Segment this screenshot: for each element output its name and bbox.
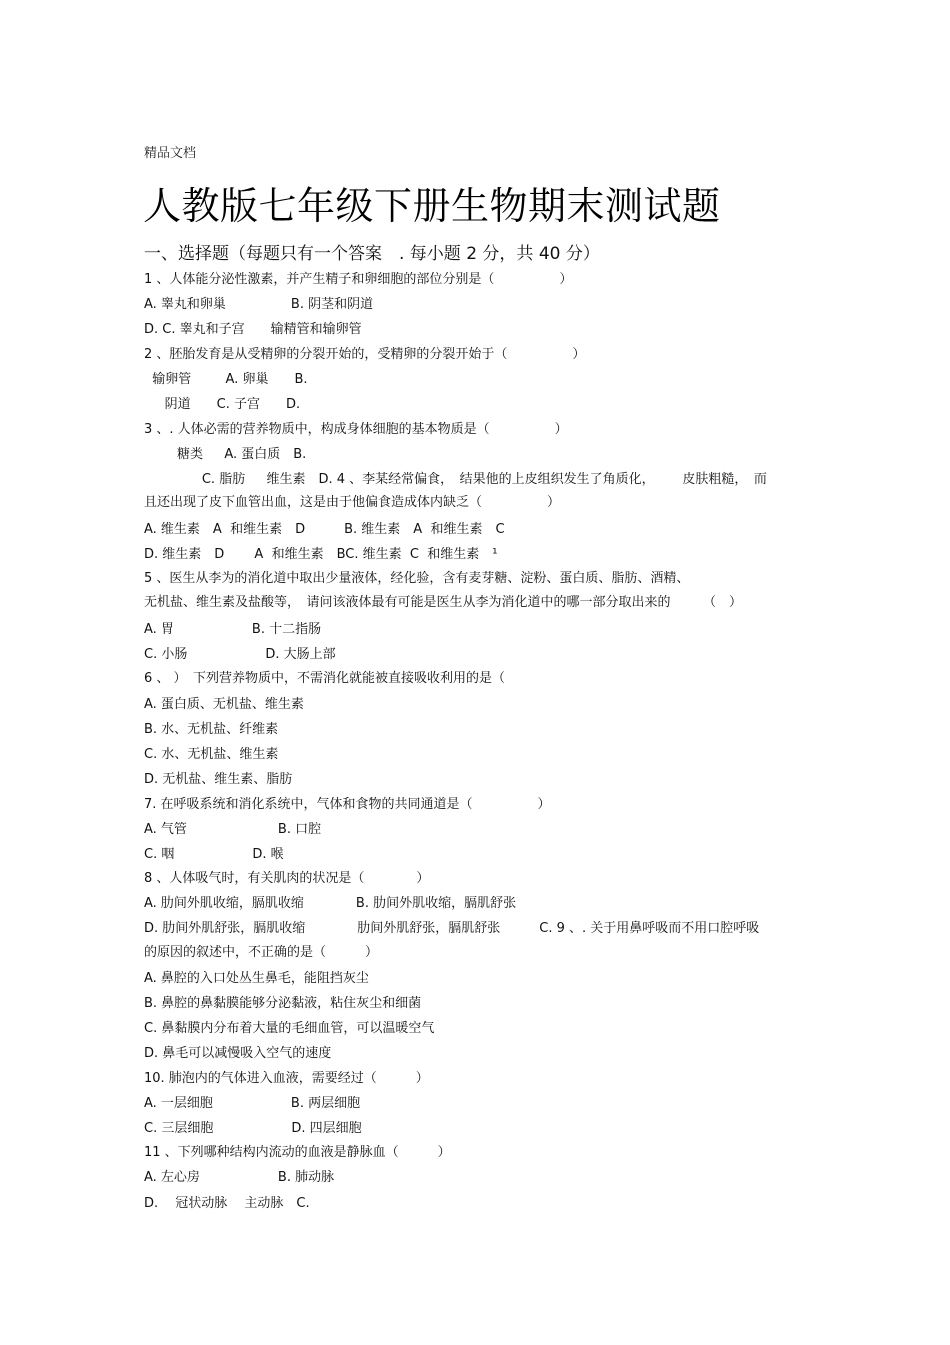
question-line: A. 胃 B. 十二指肠: [144, 622, 322, 637]
question-line: A. 睾丸和卵巢 B. 阴茎和阴道: [144, 297, 374, 312]
question-line: A. 一层细胞 B. 两层细胞: [144, 1096, 361, 1111]
question-line: A. 鼻腔的入口处丛生鼻毛，能阻挡灰尘: [144, 971, 369, 986]
question-line: A. 蛋白质、无机盐、维生素: [144, 697, 304, 712]
question-line: 3 、. 人体必需的营养物质中，构成身体细胞的基本物质是（ ）: [144, 422, 568, 437]
question-line: 的原因的叙述中，不正确的是（ ）: [144, 945, 379, 960]
question-line: B. 鼻腔的鼻黏膜能够分泌黏液，粘住灰尘和细菌: [144, 996, 422, 1011]
question-line: 且还出现了皮下血管出血，这是由于他偏食造成体内缺乏（ ）: [144, 495, 561, 510]
question-line: B. 水、无机盐、纤维素: [144, 722, 279, 737]
question-line: 10. 肺泡内的气体进入血液，需要经过（ ）: [144, 1071, 429, 1086]
question-line: 6 、 ） 下列营养物质中，不需消化就能被直接吸收利用的是（: [144, 671, 506, 686]
question-line: 7. 在呼吸系统和消化系统中，气体和食物的共同通道是（ ）: [144, 797, 551, 812]
question-line: 阴道 C. 子宫 D.: [144, 397, 301, 412]
question-line: C. 小肠 D. 大肠上部: [144, 647, 336, 662]
question-line: 无机盐、维生素及盐酸等， 请问该液体最有可能是医生从李为消化道中的哪一部分取出来的 （ ）: [144, 595, 743, 610]
question-line: D. 无机盐、维生素、脂肪: [144, 772, 293, 787]
question-line: A. 气管 B. 口腔: [144, 822, 322, 837]
question-line: D. 肋间外肌舒张，膈肌收缩 肋间外肌舒张，膈肌舒张 C. 9 、. 关于用鼻呼吸而不用口腔呼吸: [144, 921, 760, 936]
section-heading: 一、选择题（每题只有一个答案 . 每小题 2 分，共 40 分）: [144, 244, 600, 264]
question-line: C. 鼻黏膜内分布着大量的毛细血管，可以温暖空气: [144, 1021, 435, 1036]
question-line: A. 肋间外肌收缩，膈肌收缩 B. 肋间外肌收缩，膈肌舒张: [144, 896, 517, 911]
question-line: D. C. 睾丸和子宫 输精管和输卵管: [144, 322, 362, 337]
question-line: A. 维生素 A 和维生素 D B. 维生素 A 和维生素 C: [144, 522, 505, 537]
document-title: 人教版七年级下册生物期末测试题: [143, 184, 721, 228]
page-header: 精品文档: [144, 146, 197, 161]
question-line: 11 、下列哪种结构内流动的血液是静脉血（ ）: [144, 1145, 451, 1160]
question-line: D. 冠状动脉 主动脉 C.: [144, 1196, 310, 1211]
question-line: D. 维生素 D A 和维生素 BC. 维生素 C 和维生素 ¹: [144, 547, 498, 562]
question-line: C. 脂肪 维生素 D. 4 、李某经常偏食， 结果他的上皮组织发生了角质化， 皮肤粗糙， 而: [144, 472, 767, 487]
question-line: 输卵管 A. 卵巢 B.: [144, 372, 308, 387]
question-line: 2 、胚胎发育是从受精卵的分裂开始的，受精卵的分裂开始于（ ）: [144, 347, 586, 362]
question-line: 1 、人体能分泌性激素，并产生精子和卵细胞的部位分别是（ ）: [144, 272, 573, 287]
question-line: A. 左心房 B. 肺动脉: [144, 1170, 335, 1185]
question-line: C. 咽 D. 喉: [144, 847, 284, 862]
question-line: C. 水、无机盐、维生素: [144, 747, 279, 762]
question-line: 糖类 A. 蛋白质 B.: [144, 447, 307, 462]
question-line: D. 鼻毛可以减慢吸入空气的速度: [144, 1046, 332, 1061]
question-line: 8 、人体吸气时，有关肌肉的状况是（ ）: [144, 871, 430, 886]
question-line: C. 三层细胞 D. 四层细胞: [144, 1121, 362, 1136]
question-line: 5 、医生从李为的消化道中取出少量液体，经化验，含有麦芽糖、淀粉、蛋白质、脂肪、酒精、: [144, 571, 690, 586]
